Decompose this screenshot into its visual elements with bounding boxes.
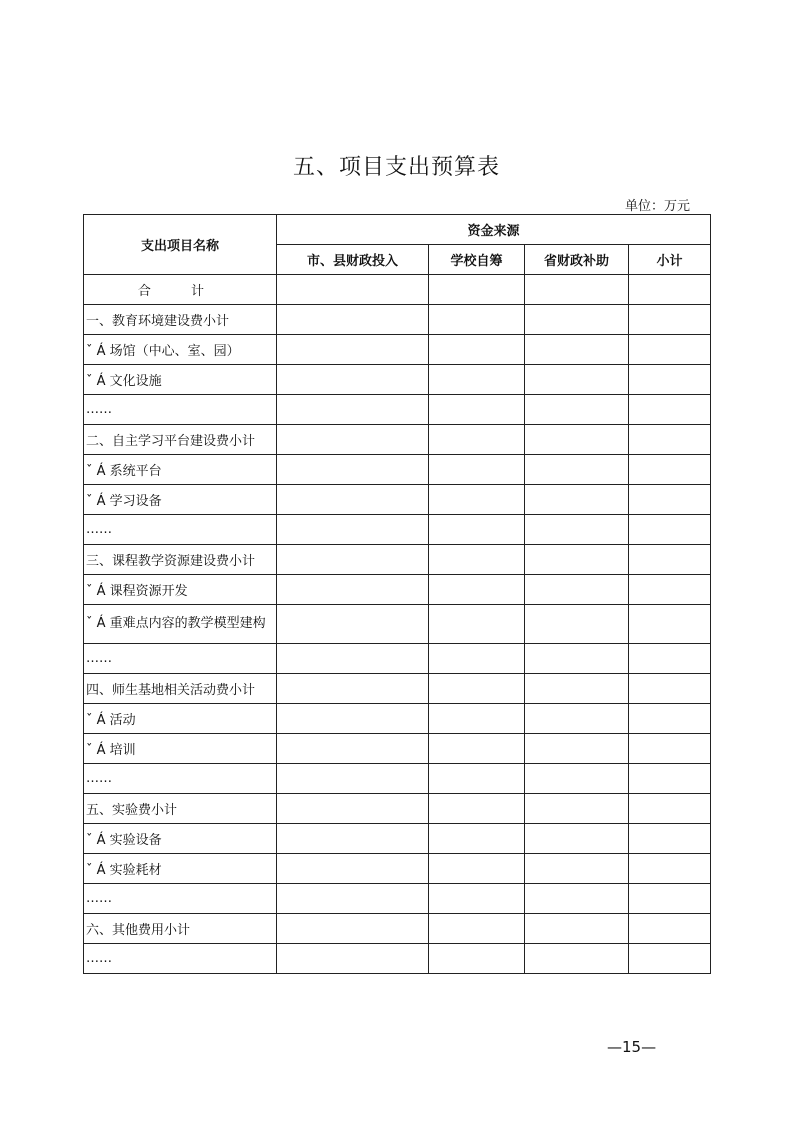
item-row	[84, 854, 711, 884]
amount-cell	[429, 575, 525, 605]
row-label: ˇ Á 文化设施	[84, 365, 277, 395]
amount-cell	[277, 854, 429, 884]
ellipsis-row	[84, 764, 711, 794]
ellipsis-row	[84, 644, 711, 674]
amount-cell	[629, 944, 711, 974]
amount-cell	[525, 704, 629, 734]
amount-cell	[629, 674, 711, 704]
row-label: ……	[84, 764, 277, 794]
amount-cell	[277, 704, 429, 734]
item-row	[84, 485, 711, 515]
item-row	[84, 824, 711, 854]
ellipsis-row	[84, 944, 711, 974]
total-cell	[277, 275, 429, 305]
total-label: 合 计	[84, 275, 277, 305]
amount-cell	[277, 485, 429, 515]
item-row	[84, 335, 711, 365]
amount-cell	[629, 884, 711, 914]
amount-cell	[429, 674, 525, 704]
header-city-county-funding: 市、县财政投入	[277, 245, 429, 275]
amount-cell	[429, 884, 525, 914]
amount-cell	[629, 914, 711, 944]
section-row	[84, 425, 711, 455]
document-title: 五、项目支出预算表	[292, 155, 500, 180]
amount-cell	[429, 734, 525, 764]
amount-cell	[525, 764, 629, 794]
header-row-top	[84, 215, 711, 245]
amount-cell	[277, 305, 429, 335]
amount-cell	[429, 515, 525, 545]
amount-cell	[277, 515, 429, 545]
row-label: ……	[84, 644, 277, 674]
row-label: ……	[84, 395, 277, 425]
amount-cell	[629, 425, 711, 455]
amount-cell	[277, 455, 429, 485]
header-school-self-funded: 学校自筹	[429, 245, 525, 275]
row-label: ……	[84, 515, 277, 545]
total-cell	[629, 275, 711, 305]
total-cell	[525, 275, 629, 305]
amount-cell	[525, 545, 629, 575]
amount-cell	[525, 515, 629, 545]
row-label: ˇ Á 培训	[84, 734, 277, 764]
header-subtotal: 小计	[629, 245, 711, 275]
amount-cell	[277, 575, 429, 605]
amount-cell	[525, 824, 629, 854]
amount-cell	[629, 854, 711, 884]
amount-cell	[629, 704, 711, 734]
ellipsis-row	[84, 395, 711, 425]
amount-cell	[629, 305, 711, 335]
amount-cell	[277, 674, 429, 704]
amount-cell	[525, 455, 629, 485]
row-label: 三、课程教学资源建设费小计	[84, 545, 277, 575]
amount-cell	[429, 854, 525, 884]
amount-cell	[277, 365, 429, 395]
amount-cell	[525, 854, 629, 884]
amount-cell	[429, 485, 525, 515]
amount-cell	[525, 674, 629, 704]
amount-cell	[629, 455, 711, 485]
amount-cell	[525, 605, 629, 644]
amount-cell	[629, 485, 711, 515]
amount-cell	[429, 425, 525, 455]
amount-cell	[629, 335, 711, 365]
amount-cell	[525, 365, 629, 395]
row-label: 一、教育环境建设费小计	[84, 305, 277, 335]
budget-table	[83, 214, 711, 974]
amount-cell	[429, 794, 525, 824]
amount-cell	[525, 395, 629, 425]
amount-cell	[629, 824, 711, 854]
row-label: 六、其他费用小计	[84, 914, 277, 944]
amount-cell	[629, 644, 711, 674]
amount-cell	[277, 884, 429, 914]
amount-cell	[525, 305, 629, 335]
header-provincial-subsidy: 省财政补助	[525, 245, 629, 275]
amount-cell	[277, 734, 429, 764]
amount-cell	[525, 734, 629, 764]
amount-cell	[429, 914, 525, 944]
amount-cell	[525, 425, 629, 455]
section-row	[84, 674, 711, 704]
amount-cell	[429, 395, 525, 425]
amount-cell	[429, 824, 525, 854]
amount-cell	[629, 764, 711, 794]
amount-cell	[429, 644, 525, 674]
amount-cell	[429, 704, 525, 734]
amount-cell	[429, 944, 525, 974]
row-label: ……	[84, 944, 277, 974]
amount-cell	[277, 794, 429, 824]
amount-cell	[277, 764, 429, 794]
amount-cell	[277, 425, 429, 455]
amount-cell	[629, 575, 711, 605]
amount-cell	[429, 764, 525, 794]
total-row	[84, 275, 711, 305]
row-label: 四、师生基地相关活动费小计	[84, 674, 277, 704]
amount-cell	[429, 545, 525, 575]
ellipsis-row	[84, 515, 711, 545]
amount-cell	[629, 605, 711, 644]
section-row	[84, 545, 711, 575]
row-label: ……	[84, 884, 277, 914]
amount-cell	[525, 644, 629, 674]
amount-cell	[525, 914, 629, 944]
item-row	[84, 575, 711, 605]
amount-cell	[629, 515, 711, 545]
amount-cell	[525, 575, 629, 605]
amount-cell	[277, 605, 429, 644]
amount-cell	[277, 944, 429, 974]
amount-cell	[629, 545, 711, 575]
amount-cell	[525, 944, 629, 974]
amount-cell	[525, 884, 629, 914]
amount-cell	[277, 395, 429, 425]
amount-cell	[429, 305, 525, 335]
amount-cell	[629, 794, 711, 824]
item-row	[84, 734, 711, 764]
amount-cell	[277, 545, 429, 575]
item-row	[84, 455, 711, 485]
amount-cell	[429, 455, 525, 485]
amount-cell	[629, 395, 711, 425]
header-item-name: 支出项目名称	[84, 215, 277, 275]
row-label: ˇ Á 系统平台	[84, 455, 277, 485]
row-label: ˇ Á 场馆（中心、室、园）	[84, 335, 277, 365]
row-label: ˇ Á 实验设备	[84, 824, 277, 854]
header-fund-source: 资金来源	[277, 215, 711, 245]
row-label: ˇ Á 学习设备	[84, 485, 277, 515]
amount-cell	[277, 644, 429, 674]
row-label: ˇ Á 实验耗材	[84, 854, 277, 884]
amount-cell	[629, 365, 711, 395]
row-label: ˇ Á 重难点内容的教学模型建构	[84, 605, 277, 644]
section-row	[84, 794, 711, 824]
amount-cell	[525, 335, 629, 365]
row-label: 二、自主学习平台建设费小计	[84, 425, 277, 455]
amount-cell	[429, 335, 525, 365]
unit-label: 单位：万元	[624, 199, 690, 214]
amount-cell	[277, 824, 429, 854]
row-label: ˇ Á 课程资源开发	[84, 575, 277, 605]
ellipsis-row	[84, 884, 711, 914]
row-label: 五、实验费小计	[84, 794, 277, 824]
amount-cell	[629, 734, 711, 764]
item-row	[84, 704, 711, 734]
item-row	[84, 605, 711, 644]
row-label: ˇ Á 活动	[84, 704, 277, 734]
section-row	[84, 305, 711, 335]
amount-cell	[429, 365, 525, 395]
amount-cell	[277, 335, 429, 365]
page-number: —15—	[607, 1038, 657, 1056]
item-row	[84, 365, 711, 395]
amount-cell	[277, 914, 429, 944]
total-cell	[429, 275, 525, 305]
amount-cell	[525, 485, 629, 515]
amount-cell	[525, 794, 629, 824]
section-row	[84, 914, 711, 944]
amount-cell	[429, 605, 525, 644]
